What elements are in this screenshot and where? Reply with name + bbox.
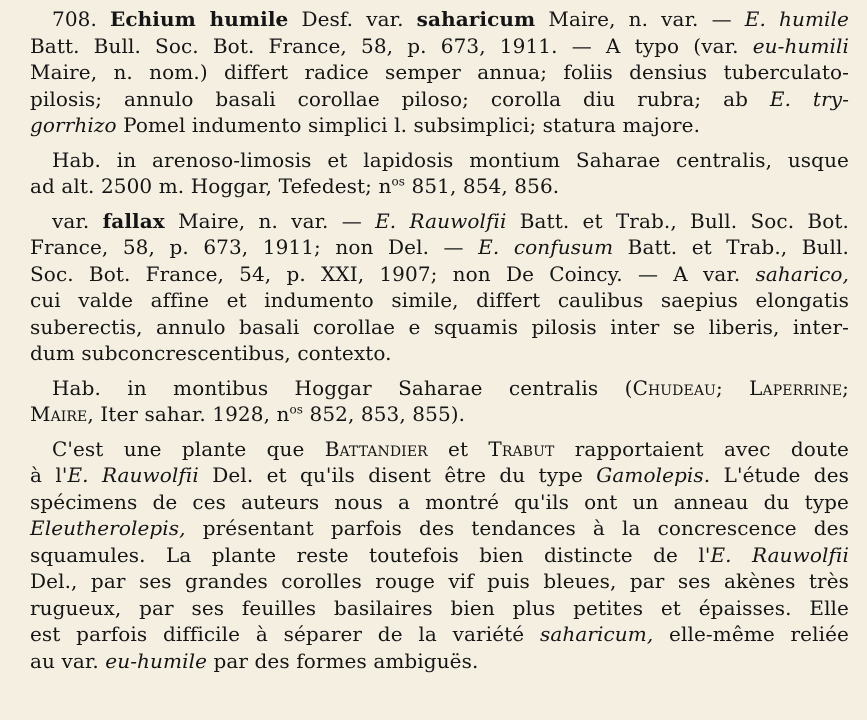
french-line-4: Eleutherolepis, présentant parfois des tendances à la concrescence des: [30, 516, 849, 540]
entry-line-2: Batt. Bull. Soc. Bot. France, 58, p. 673, 1911. — A typo (var. eu-humili: [30, 33, 849, 58]
habitat-1-line-2: ad alt. 2500 m. Hoggar, Tefedest; $n^{os}$ 851, 854, 856.: [30, 174, 560, 198]
fallax-line-2: France, 58, p. 673, 1911; non Del. — E. confusum Batt. et Trab., Bull.: [30, 235, 849, 259]
fallax-line-1: var. fallax Maire, n. var. — E. Rauwolfii Batt. et Trab., Bull. Soc. Bot.: [52, 208, 849, 233]
collector-maire: Maire: [30, 402, 88, 426]
fallax-name: fallax: [102, 208, 165, 233]
entry-number: 708.: [52, 7, 97, 31]
french-line-2: à l'E. Rauwolfii Del. et qu'ils disent être du type Gamolepis. L'étude des: [30, 463, 849, 487]
fallax-line-6: dum subconcrescentibus, contexto.: [30, 341, 392, 365]
french-line-9: au var. eu-humile par des formes ambiguës.: [30, 648, 479, 673]
entry-line-4: pilosis; annulo basali corollae piloso; corolla diu rubra; ab E. try-: [30, 86, 849, 111]
species-name: Echium humile: [110, 7, 289, 31]
habitat-2: [30, 375, 849, 428]
habitat-2-line-2: Maire, Iter sahar. 1928, $n^{os}$ 852, 853, 855).: [30, 402, 466, 426]
entry-line-1: [30, 6, 849, 33]
trygorrhizo-part2: gorrhizo: [30, 113, 117, 137]
french-line-6: Del., par ses grandes corolles rouge vif puis bleues, par ses akènes très: [30, 569, 849, 593]
entry-line-3: Maire, n. nom.) differt radice semper annua; foliis densius tuberculato-: [30, 60, 849, 84]
habitat-1-line-1: Hab. in arenoso-limosis et lapidosis montium Saharae centralis, usque: [52, 147, 849, 172]
french-line-7: rugueux, par ses feuilles basilaires bien plus petites et épaisses. Elle: [30, 595, 849, 620]
variety-name: saharicum: [416, 7, 536, 31]
author-battandier: Battandier: [324, 436, 428, 461]
variety-author: Maire, n. var. —: [548, 7, 732, 31]
entry-line-5: gorrhizo Pomel indumento simplici l. subsimplici; statura majore.: [30, 113, 701, 137]
french-line-3: spécimens de ces auteurs nous a montré qu'ils ont un anneau du type: [30, 489, 849, 514]
fallax-line-4: cui valde affine et indumento simile, differt caulibus saepius elongatis: [30, 288, 849, 312]
trygorrhizo-part1: E. try-: [769, 86, 849, 111]
fallax-line-3: Soc. Bot. France, 54, p. XXI, 1907; non De Coincy. — A var. saharico,: [30, 261, 849, 286]
collector-laperrine: Laperrine: [749, 375, 843, 400]
french-line-8: est parfois difficile à séparer de la variété saharicum, elle-même reliée: [30, 622, 849, 646]
french-line-5: squamules. La plante reste toutefois bien distincte de l'E. Rauwolfii: [30, 542, 849, 567]
french-commentary: [30, 436, 849, 675]
species-author: Desf. var.: [301, 7, 404, 31]
habitat-1: [30, 147, 849, 200]
habitat-2-line-1: Hab. in montibus Hoggar Saharae centralis (Chudeau; Laperrine;: [52, 375, 849, 400]
fallax-line-5: suberectis, annulo basali corollae e squamis pilosis inter se liberis, inter-: [30, 314, 849, 339]
collector-chudeau: Chudeau: [632, 375, 716, 400]
french-line-1: C'est une plante que Battandier et Trabut rapportaient avec doute: [52, 436, 849, 461]
eu-humili-term: eu-humili: [752, 33, 849, 58]
author-trabut: Trabut: [488, 436, 555, 461]
variety-fallax: [30, 208, 849, 367]
synonym-humile: E. humile: [744, 7, 849, 31]
entry-708: [30, 6, 849, 139]
